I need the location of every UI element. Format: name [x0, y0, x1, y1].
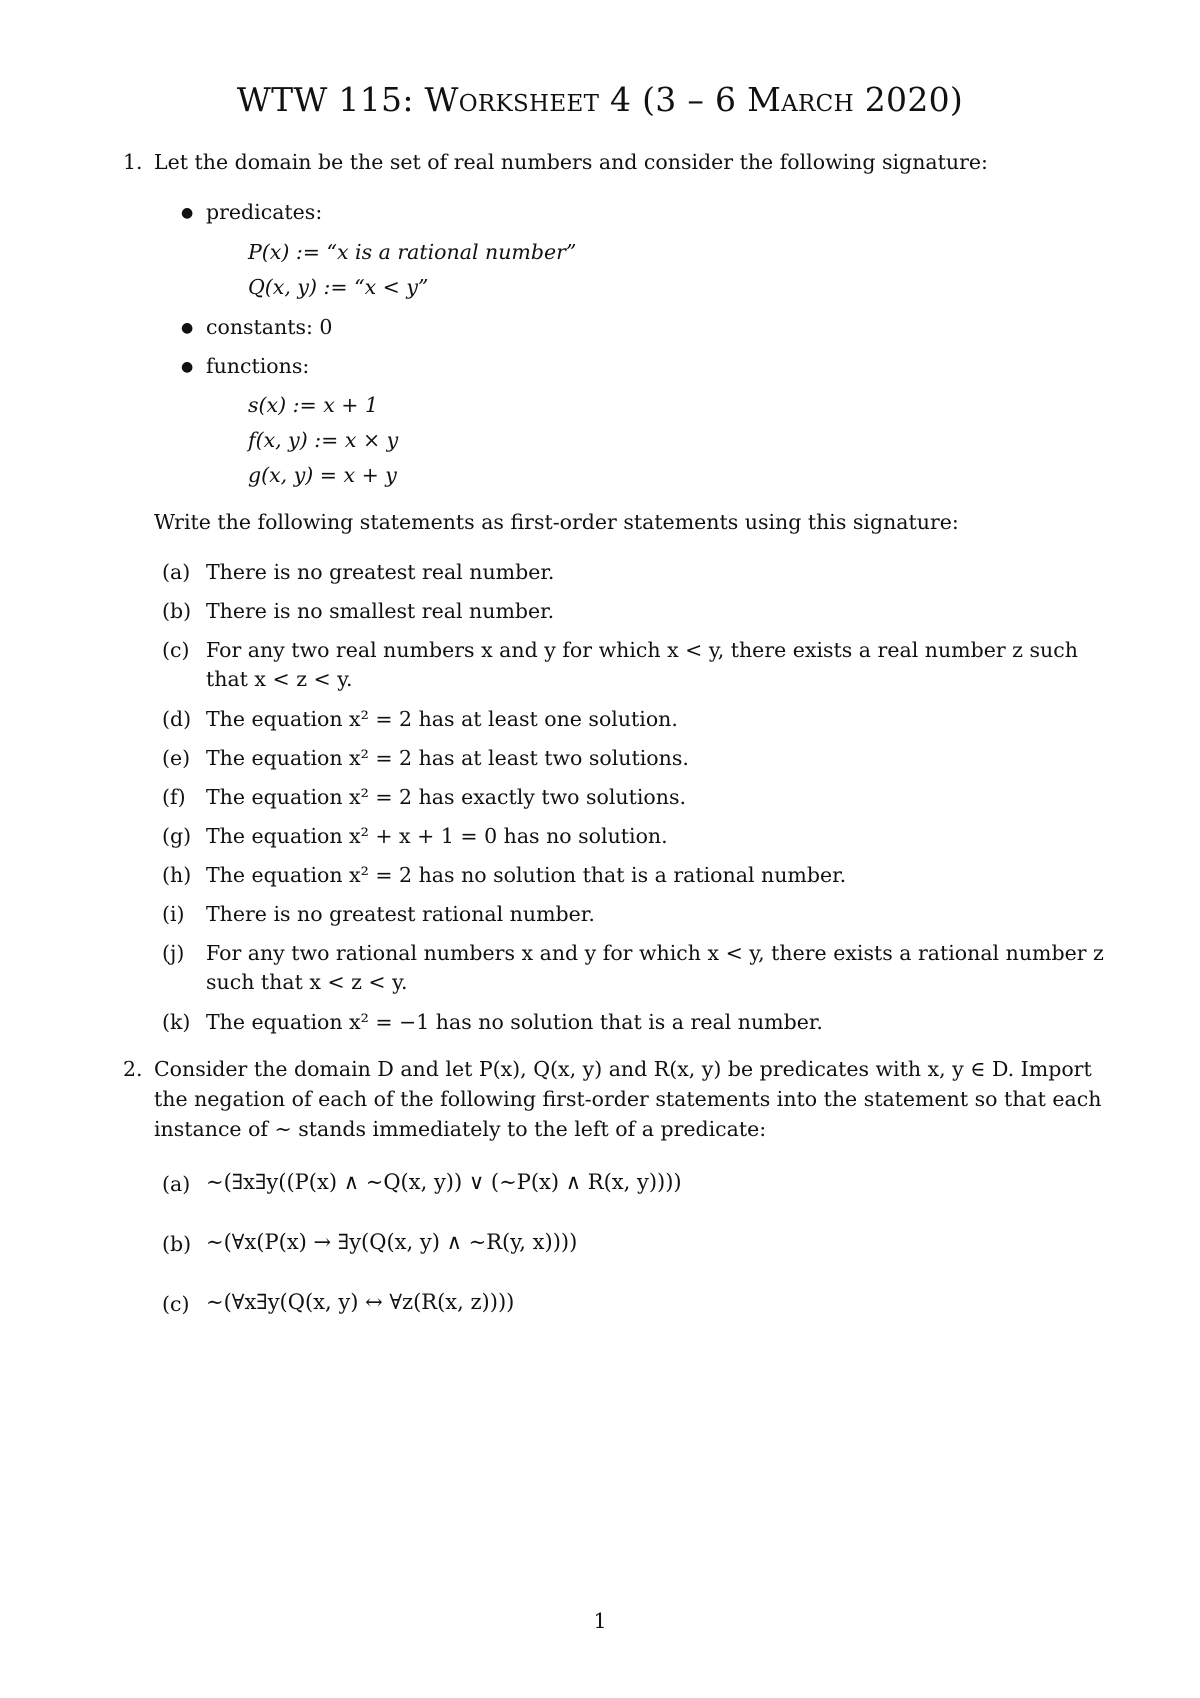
page-number: 1: [593, 1609, 607, 1633]
function-f: f(x, y) := x × y: [248, 428, 399, 452]
formula-c: ∼(∀x∃y(Q(x, y) ↔ ∀z(R(x, z)))): [206, 1290, 515, 1314]
part-label: (c): [162, 1292, 190, 1316]
function-s: s(x) := x + 1: [248, 393, 379, 417]
part-text: The equation x² + x + 1 = 0 has no solution.: [206, 824, 668, 848]
part-text-cont: that x < z < y.: [206, 667, 353, 691]
title-suffix: 2020): [853, 80, 964, 119]
q1-number: 1.: [123, 150, 143, 174]
part-text: There is no greatest rational number.: [206, 902, 595, 926]
part-label: (k): [162, 1010, 191, 1034]
part-label: (c): [162, 638, 190, 662]
part-label: (b): [162, 1232, 192, 1256]
predicates-label: predicates:: [206, 200, 323, 224]
title-worksheet: Worksheet: [424, 80, 600, 119]
bullet-icon: ●: [181, 320, 194, 336]
title-prefix: WTW 115:: [236, 80, 425, 119]
part-label: (d): [162, 707, 192, 731]
part-label: (a): [162, 560, 191, 584]
functions-label: functions:: [206, 354, 310, 378]
part-label: (i): [162, 902, 185, 926]
page-title: [0, 80, 1200, 119]
part-label: (b): [162, 599, 192, 623]
part-text: For any two real numbers x and y for which x < y, there exists a real number z such: [206, 638, 1078, 662]
q2-intro-line: Consider the domain D and let P(x), Q(x, y) and R(x, y) be predicates with x, y ∈ D. Import: [154, 1057, 1092, 1081]
part-text: For any two rational numbers x and y for which x < y, there exists a rational number z: [206, 941, 1104, 965]
q1-intro: Let the domain be the set of real numbers and consider the following signature:: [154, 150, 988, 174]
part-label: (f): [162, 785, 186, 809]
part-text: There is no greatest real number.: [206, 560, 555, 584]
q1-instruction: Write the following statements as first-order statements using this signature:: [154, 510, 959, 534]
bullet-icon: ●: [181, 205, 194, 221]
function-g: g(x, y) = x + y: [248, 463, 397, 487]
title-mid: 4 (3 – 6: [599, 80, 748, 119]
part-label: (g): [162, 824, 192, 848]
constants-label: constants: 0: [206, 315, 333, 339]
part-text: The equation x² = 2 has at least one solution.: [206, 707, 678, 731]
predicate-p: P(x) := “x is a rational number”: [248, 240, 577, 264]
q2-intro-line: the negation of each of the following first-order statements into the statement so that each: [154, 1087, 1102, 1111]
part-text: The equation x² = 2 has exactly two solutions.: [206, 785, 686, 809]
part-text: The equation x² = 2 has at least two solutions.: [206, 746, 689, 770]
part-label: (j): [162, 941, 185, 965]
part-text-cont: such that x < z < y.: [206, 970, 408, 994]
title-month: March: [747, 80, 854, 119]
part-text: There is no smallest real number.: [206, 599, 555, 623]
q2-number: 2.: [123, 1057, 143, 1081]
bullet-icon: ●: [181, 359, 194, 375]
part-text: The equation x² = 2 has no solution that is a rational number.: [206, 863, 847, 887]
formula-b: ∼(∀x(P(x) → ∃y(Q(x, y) ∧ ∼R(y, x)))): [206, 1230, 578, 1254]
part-text: The equation x² = −1 has no solution that is a real number.: [206, 1010, 823, 1034]
part-label: (h): [162, 863, 192, 887]
predicate-q: Q(x, y) := “x < y”: [248, 275, 429, 299]
part-label: (a): [162, 1172, 191, 1196]
part-label: (e): [162, 746, 191, 770]
q2-intro-line: instance of ∼ stands immediately to the left of a predicate:: [154, 1117, 767, 1141]
formula-a: ∼(∃x∃y((P(x) ∧ ∼Q(x, y)) ∨ (∼P(x) ∧ R(x, y)))): [206, 1170, 682, 1194]
